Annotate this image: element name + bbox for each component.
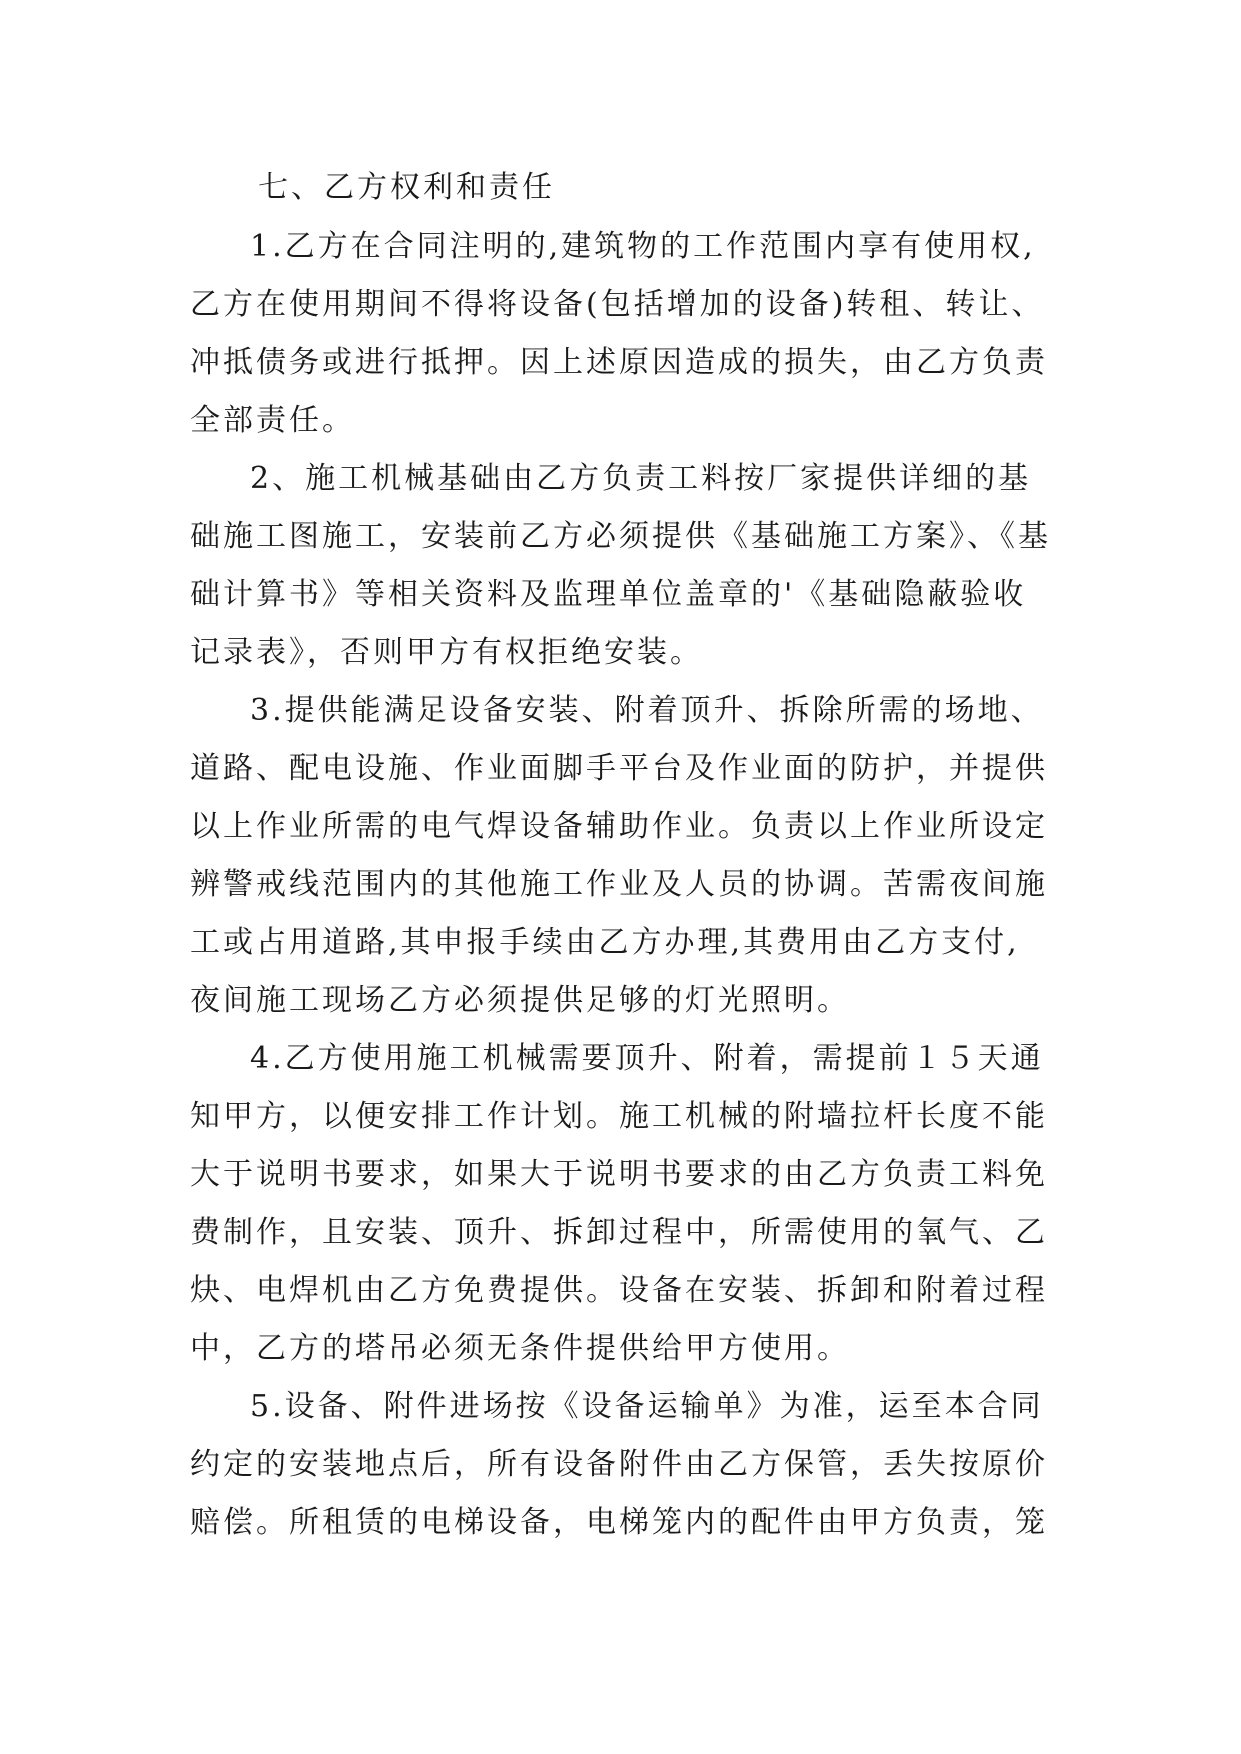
paragraph-1-line-3: 冲抵债务或进行抵押。因上述原因造成的损失，由乙方负责	[190, 345, 1048, 380]
paragraph-4-line-3: 大于说明书要求，如果大于说明书要求的由乙方负责工料免	[190, 1157, 1048, 1192]
paragraph-5-line-2: 约定的安装地点后，所有设备附件由乙方保管，丢失按原价	[190, 1447, 1048, 1482]
paragraph-2-line-2: 础施工图施工，安装前乙方必须提供《基础施工方案》、《基	[190, 519, 1051, 554]
paragraph-1-line-4: 全部责任。	[190, 403, 355, 438]
paragraph-3-line-2: 道路、配电设施、作业面脚手平台及作业面的防护，并提供	[190, 751, 1048, 786]
paragraph-3-line-3: 以上作业所需的电气焊设备辅助作业。负责以上作业所设定	[190, 809, 1048, 844]
paragraph-4-line-5: 炔、电焊机由乙方免费提供。设备在安装、拆卸和附着过程	[190, 1273, 1048, 1308]
paragraph-2-line-4: 记录表》，否则甲方有权拒绝安装。	[190, 635, 703, 670]
paragraph-4-line-2: 知甲方，以便安排工作计划。施工机械的附墙拉杆长度不能	[190, 1099, 1048, 1134]
paragraph-3-line-5: 工或占用道路,其申报手续由乙方办理,其费用由乙方支付,	[190, 925, 1020, 960]
document-body	[190, 158, 1070, 1552]
paragraph-5-line-1: 5.设备、附件进场按《设备运输单》为准，运至本合同	[250, 1389, 1044, 1424]
paragraph-1-line-1: 1.乙方在合同注明的,建筑物的工作范围内享有使用权,	[250, 229, 1036, 264]
section-heading: 七、乙方权利和责任	[258, 170, 555, 205]
paragraph-3-line-4: 辨警戒线范围内的其他施工作业及人员的协调。苦需夜间施	[190, 867, 1048, 902]
paragraph-5-line-3: 赔偿。所租赁的电梯设备，电梯笼内的配件由甲方负责，笼	[190, 1505, 1048, 1540]
paragraph-4-line-6: 中，乙方的塔吊必须无条件提供给甲方使用。	[190, 1331, 850, 1366]
paragraph-3-line-6: 夜间施工现场乙方必须提供足够的灯光照明。	[190, 983, 850, 1018]
paragraph-2-line-3: 础计算书》等相关资料及监理单位盖章的'《基础隐蔽验收	[190, 577, 1027, 612]
paragraph-2-line-1: 2、施工机械基础由乙方负责工料按厂家提供详细的基	[250, 461, 1032, 496]
paragraph-4-line-1: 4.乙方使用施工机械需要顶升、附着，需提前１５天通	[250, 1041, 1044, 1076]
paragraph-3-line-1: 3.提供能满足设备安装、附着顶升、拆除所需的场地、	[250, 693, 1044, 728]
paragraph-4-line-4: 费制作，且安装、顶升、拆卸过程中，所需使用的氧气、乙	[190, 1215, 1048, 1250]
paragraph-1-line-2: 乙方在使用期间不得将设备(包括增加的设备)转租、转让、	[190, 287, 1045, 322]
